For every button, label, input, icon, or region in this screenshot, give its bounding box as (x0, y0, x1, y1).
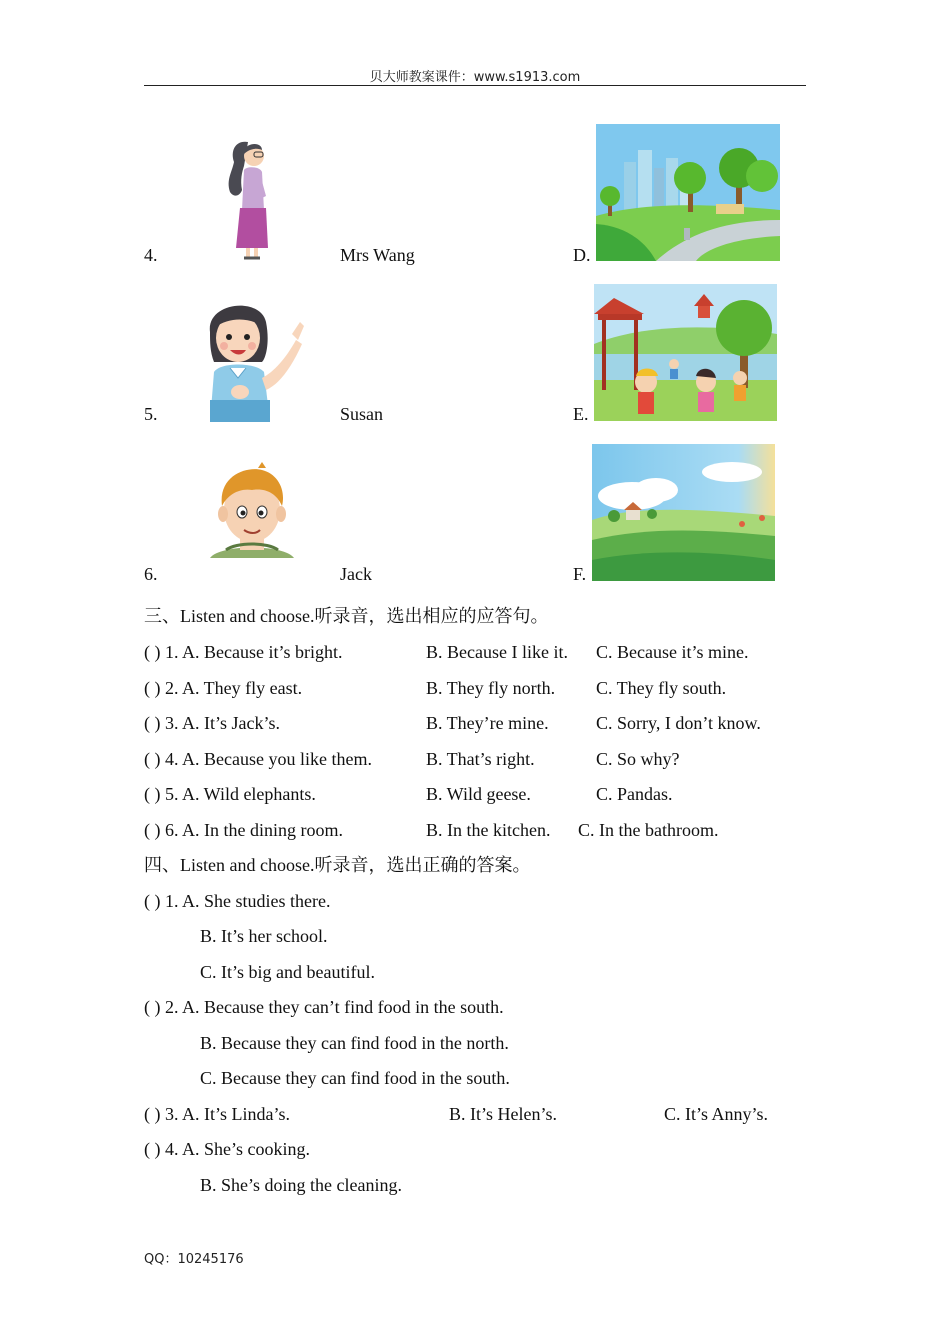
option-letter: E. (573, 404, 589, 424)
option-b: B. Because I like it. (426, 642, 568, 662)
option-b: B. In the kitchen. (426, 820, 551, 840)
option-b: B. Because they can find food in the north. (200, 1033, 509, 1053)
countryside-hills-icon (592, 444, 775, 581)
option-b: B. It’s Helen’s. (449, 1104, 557, 1124)
section-4-title: 四、Listen and choose.听录音，选出正确的答案。 (144, 855, 531, 875)
city-park-icon (596, 124, 780, 261)
page-header: 贝大师教案课件：www.s1913.com (369, 70, 581, 85)
option-c: C. Because they can find food in the south. (200, 1068, 510, 1088)
children-park-pavilion-icon (594, 284, 777, 421)
item-number: 4. (144, 245, 158, 265)
question-stem: ( ) 2. A. They fly east. (144, 678, 303, 698)
option-b: B. They’re mine. (426, 713, 549, 733)
option-c: C. It’s Anny’s. (664, 1104, 769, 1124)
option-b: B. She’s doing the cleaning. (200, 1175, 402, 1195)
option-c: C. Pandas. (596, 784, 673, 804)
question-stem: ( ) 4. A. Because you like them. (144, 749, 372, 769)
option-c: C. Sorry, I don’t know. (596, 713, 761, 733)
option-c: C. In the bathroom. (578, 820, 719, 840)
person-name: Mrs Wang (340, 245, 415, 265)
option-c: C. So why? (596, 749, 680, 769)
item-number: 6. (144, 564, 158, 584)
question-stem: ( ) 3. A. It’s Linda’s. (144, 1104, 290, 1124)
option-b: B. Wild geese. (426, 784, 531, 804)
option-c: C. Because it’s mine. (596, 642, 749, 662)
option-b: B. That’s right. (426, 749, 535, 769)
page-footer: QQ：10245176 (144, 1252, 244, 1267)
boy-face-icon (206, 462, 298, 562)
question-stem: ( ) 1. A. She studies there. (144, 891, 331, 911)
person-name: Susan (340, 404, 384, 424)
option-letter: D. (573, 245, 591, 265)
question-stem: ( ) 6. A. In the dining room. (144, 820, 343, 840)
section-3-title: 三、Listen and choose.听录音，选出相应的应答句。 (144, 606, 549, 626)
girl-pointing-icon (200, 292, 306, 422)
option-c: C. They fly south. (596, 678, 727, 698)
woman-teacher-icon (218, 136, 274, 262)
person-name: Jack (340, 564, 372, 584)
header-divider (144, 85, 806, 86)
option-c: C. It’s big and beautiful. (200, 962, 375, 982)
question-stem: ( ) 5. A. Wild elephants. (144, 784, 316, 804)
option-b: B. It’s her school. (200, 926, 328, 946)
item-number: 5. (144, 404, 158, 424)
option-b: B. They fly north. (426, 678, 556, 698)
question-stem: ( ) 2. A. Because they can’t find food in the south. (144, 997, 504, 1017)
question-stem: ( ) 3. A. It’s Jack’s. (144, 713, 280, 733)
question-stem: ( ) 4. A. She’s cooking. (144, 1139, 310, 1159)
option-letter: F. (573, 564, 587, 584)
question-stem: ( ) 1. A. Because it’s bright. (144, 642, 343, 662)
